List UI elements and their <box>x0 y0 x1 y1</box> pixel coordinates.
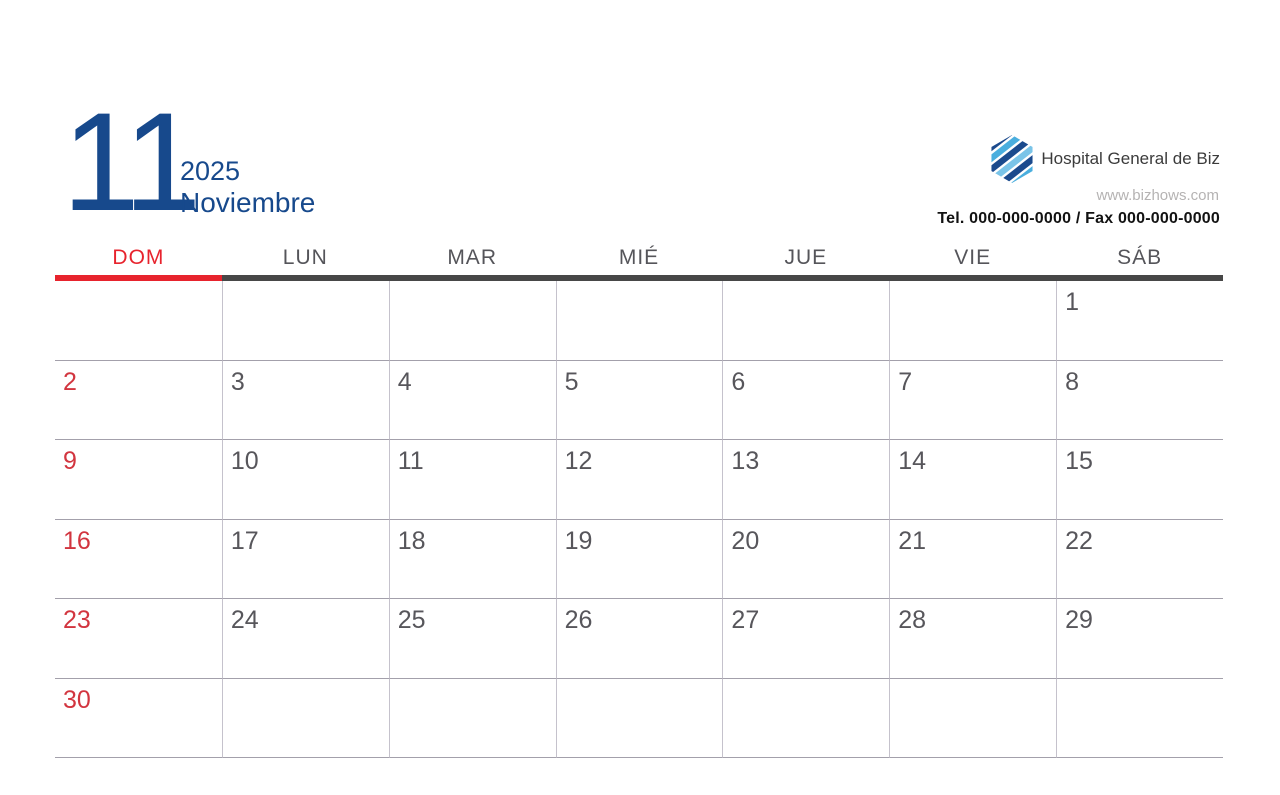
company-name: Hospital General de Biz <box>1041 149 1220 168</box>
calendar-cell: 28 <box>889 599 1056 679</box>
calendar-cell <box>556 281 723 361</box>
calendar-cell: 7 <box>889 361 1056 441</box>
calendar-cell: 13 <box>722 440 889 520</box>
calendar-cell <box>722 281 889 361</box>
company-logo-icon <box>988 134 1036 184</box>
calendar-grid <box>55 281 1223 758</box>
month-text-block <box>180 156 315 219</box>
calendar-cell <box>556 679 723 759</box>
weekday-header-row <box>55 240 1223 275</box>
calendar-cell: 29 <box>1056 599 1223 679</box>
calendar-cell: 1 <box>1056 281 1223 361</box>
calendar-cell: 10 <box>222 440 389 520</box>
calendar-cell: 30 <box>55 679 222 759</box>
weekday-mar: MAR <box>447 245 497 269</box>
calendar-cell: 12 <box>556 440 723 520</box>
calendar-cell <box>222 281 389 361</box>
calendar-cell: 24 <box>222 599 389 679</box>
calendar <box>55 240 1223 758</box>
calendar-cell: 25 <box>389 599 556 679</box>
calendar-cell <box>55 281 222 361</box>
calendar-cell: 26 <box>556 599 723 679</box>
calendar-cell <box>1056 679 1223 759</box>
company-contact: Tel. 000-000-0000 / Fax 000-000-0000 <box>937 210 1220 227</box>
month-name: Noviembre <box>180 187 316 219</box>
month-number: 11 <box>62 83 196 240</box>
calendar-cell <box>222 679 389 759</box>
calendar-cell: 17 <box>222 520 389 600</box>
calendar-cell: 18 <box>389 520 556 600</box>
calendar-cell: 4 <box>389 361 556 441</box>
calendar-cell: 20 <box>722 520 889 600</box>
calendar-cell: 27 <box>722 599 889 679</box>
calendar-cell: 3 <box>222 361 389 441</box>
calendar-cell: 22 <box>1056 520 1223 600</box>
calendar-cell: 15 <box>1056 440 1223 520</box>
calendar-cell <box>889 281 1056 361</box>
calendar-cell: 9 <box>55 440 222 520</box>
year-label: 2025 <box>180 156 241 186</box>
weekday-vie: VIE <box>954 245 992 269</box>
weekday-mie: MIÉ <box>618 245 660 269</box>
calendar-cell: 8 <box>1056 361 1223 441</box>
calendar-cell: 5 <box>556 361 723 441</box>
weekday-lun: LUN <box>282 245 328 269</box>
company-website: www.bizhows.com <box>1096 187 1219 204</box>
weekday-jue: JUE <box>784 245 828 269</box>
calendar-cell: 2 <box>55 361 222 441</box>
calendar-cell <box>389 679 556 759</box>
calendar-cell: 21 <box>889 520 1056 600</box>
company-row <box>988 134 1220 184</box>
weekday-dom: DOM <box>112 245 165 269</box>
calendar-cell: 23 <box>55 599 222 679</box>
company-block <box>937 134 1220 228</box>
calendar-cell: 14 <box>889 440 1056 520</box>
calendar-cell <box>389 281 556 361</box>
calendar-cell <box>722 679 889 759</box>
calendar-cell: 11 <box>389 440 556 520</box>
calendar-cell: 16 <box>55 520 222 600</box>
weekday-sab: SÁB <box>1117 245 1163 269</box>
calendar-cell: 19 <box>556 520 723 600</box>
calendar-cell <box>889 679 1056 759</box>
calendar-cell: 6 <box>722 361 889 441</box>
